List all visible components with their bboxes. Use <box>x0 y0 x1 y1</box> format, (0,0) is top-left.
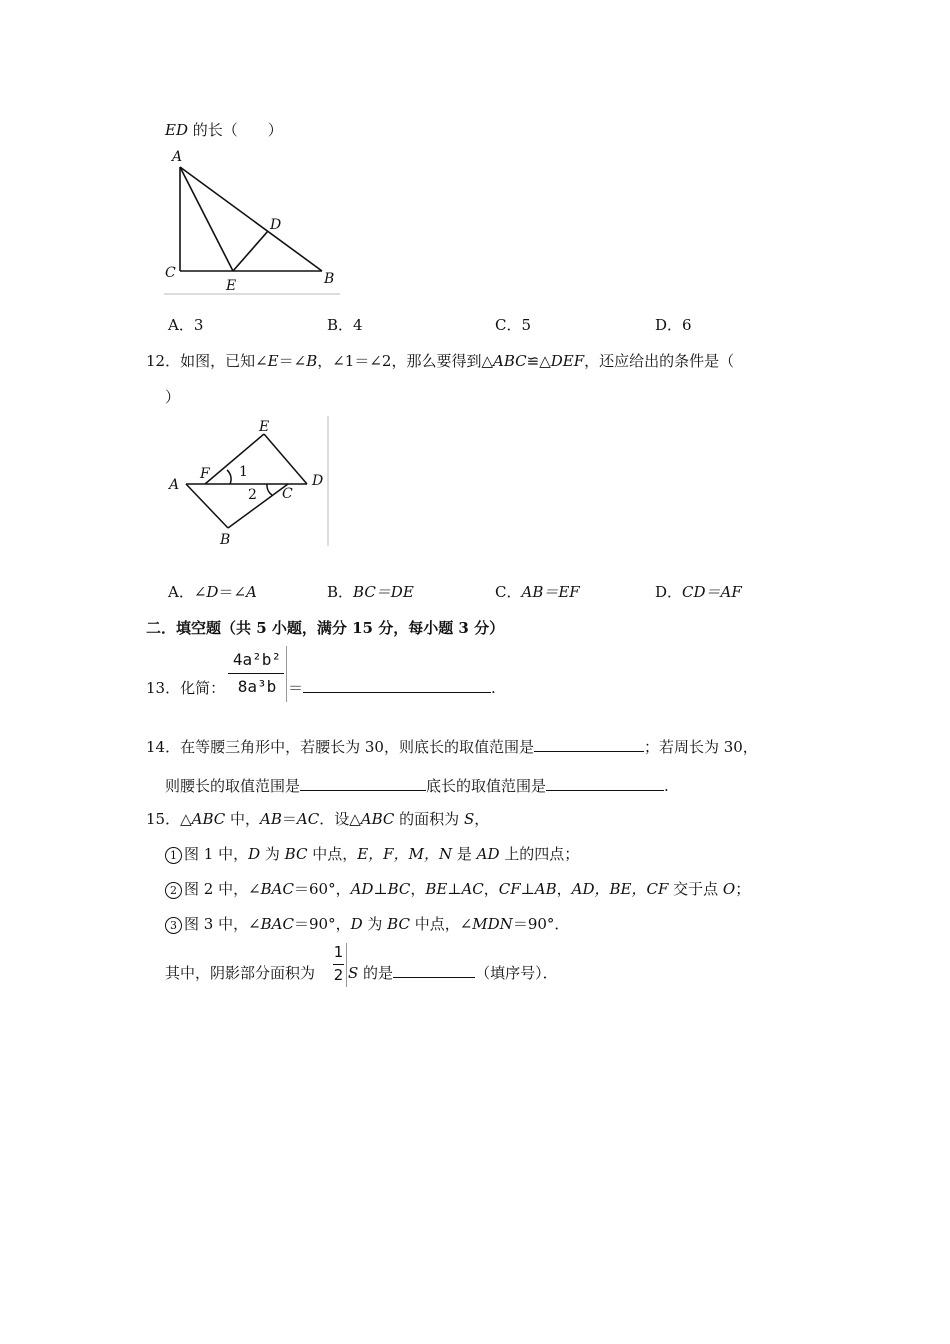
q14-blank-1[interactable] <box>534 737 644 752</box>
q12-option-c[interactable] <box>495 581 580 602</box>
q15-last-line-b <box>348 962 558 983</box>
q15-i3-d: 中点，∠ <box>409 915 473 933</box>
q11-option-c[interactable]: C．5 <box>495 316 532 334</box>
q15-i1-bc: BC <box>284 845 308 863</box>
q14-line-1 <box>146 736 758 757</box>
q13-denominator: 8a³b <box>237 677 277 696</box>
q11-var-ed: ED <box>165 121 188 139</box>
q12-option-a[interactable] <box>168 581 257 602</box>
q12-stem-cong: ≌△ <box>526 352 551 370</box>
q14-line-2 <box>165 775 669 796</box>
q11-option-a[interactable]: A．3 <box>168 316 204 334</box>
q15-i1-e: 上的四点； <box>499 845 580 863</box>
q11-label-a: A <box>172 149 183 165</box>
q14-line1-b: ；若周长为 30， <box>643 738 758 756</box>
q12-stem-b: ，∠1＝∠2，那么要得到△ <box>317 352 493 370</box>
q15-i2-bc: BC <box>387 880 411 898</box>
q13-fraction-bar <box>228 673 284 674</box>
q12-opt-a-a: A <box>246 583 257 601</box>
q13-fraction <box>226 646 287 702</box>
q15-l1-c: ．设△ <box>319 810 361 828</box>
q12-label-2: 2 <box>248 487 257 503</box>
q15-l1-ac: AC <box>296 810 320 828</box>
q11-option-d[interactable]: D．6 <box>655 316 692 334</box>
q15-circle-2: 2 <box>165 882 182 899</box>
q15-l1-abc2: ABC <box>360 810 395 828</box>
q15-i1-points: E，F，M，N <box>357 845 453 863</box>
q15-i1-ad: AD <box>476 845 500 863</box>
q15-number: 15． <box>146 810 181 828</box>
q15-i2-list: AD，BE，CF <box>571 880 669 898</box>
q15-frac-num: 1 <box>333 943 344 961</box>
q11-stem-text: 的长（ ） <box>187 121 283 139</box>
q15-l1-eq: ＝ <box>281 810 297 828</box>
q15-i2-g: ⊥ <box>520 880 535 898</box>
q15-i1-a: 图 1 中， <box>184 845 249 863</box>
q15-l1-s: S <box>463 810 475 828</box>
q11-option-b[interactable]: B．4 <box>327 316 363 334</box>
q13-label: 13．化简： <box>146 679 226 697</box>
q11-figure <box>160 145 345 297</box>
q12-stem-e: E <box>267 352 279 370</box>
q15-i2-ab: AB <box>534 880 557 898</box>
q15-i2-cf: CF <box>498 880 521 898</box>
q12-label-f: F <box>200 466 210 482</box>
q13-end: . <box>491 679 496 697</box>
q15-i1-b: 为 <box>260 845 285 863</box>
q15-circle-1: 1 <box>165 847 182 864</box>
q11-label-c: C <box>165 265 176 281</box>
q15-i3-bc: BC <box>387 915 410 933</box>
q15-i2-f: ， <box>483 880 499 898</box>
q15-i3-e: ＝90°． <box>512 915 570 933</box>
q13-answer-line <box>288 677 496 698</box>
q15-i2-a: 图 2 中，∠ <box>184 880 261 898</box>
q15-fraction <box>332 943 347 987</box>
q11-label-e: E <box>226 278 237 294</box>
q14-line2-a: 则腰长的取值范围是 <box>165 777 301 795</box>
q12-label-d: D <box>312 473 324 489</box>
q15-i1-d-var: D <box>248 845 261 863</box>
q11-label-b: B <box>324 271 335 287</box>
q15-last-b: 的是 <box>358 964 394 982</box>
q15-l1-abc: ABC <box>191 810 226 828</box>
q15-i3-bac: BAC <box>260 915 294 933</box>
q12-opt-c-prefix: C． <box>495 583 522 601</box>
q15-last-c: （填序号）． <box>475 964 558 982</box>
q15-i2-d: ， <box>410 880 426 898</box>
q12-label-e: E <box>259 419 270 435</box>
q15-frac-den: 2 <box>333 966 344 984</box>
q13-eq: ＝ <box>288 679 304 697</box>
q15-i3-a: 图 3 中，∠ <box>184 915 261 933</box>
q15-item-3 <box>165 913 569 934</box>
q12-option-d[interactable] <box>655 581 742 602</box>
q15-l1-d: 的面积为 <box>394 810 464 828</box>
q14-line2-b: 底长的取值范围是 <box>426 777 547 795</box>
q15-i2-i: 交于点 <box>668 880 723 898</box>
q12-stem-c: ，还应给出的条件是（ <box>584 352 735 370</box>
q15-l1-b: 中， <box>225 810 261 828</box>
q12-label-c: C <box>282 486 293 502</box>
q15-i2-j: ； <box>735 880 751 898</box>
q14-line2-end: . <box>664 777 669 795</box>
q15-i3-c: 为 <box>362 915 388 933</box>
q15-i2-h: ， <box>556 880 572 898</box>
q15-item-1 <box>165 843 579 864</box>
q15-l1-ab: AB <box>260 810 282 828</box>
q15-i1-d: 是 <box>452 845 477 863</box>
q11-stem-tail <box>165 119 283 140</box>
q12-stem-b-var: B <box>306 352 318 370</box>
q15-i2-e: ⊥ <box>447 880 462 898</box>
q12-opt-a-eq: ＝∠ <box>218 583 247 601</box>
q14-blank-2[interactable] <box>300 776 426 791</box>
q15-last-s: S <box>348 964 359 982</box>
q12-opt-d-prefix: D． <box>655 583 683 601</box>
q12-label-1: 1 <box>239 464 248 480</box>
q12-opt-a-d: D <box>206 583 219 601</box>
q15-last-line-a: 其中，阴影部分面积为 <box>165 964 316 982</box>
q12-opt-b-prefix: B． <box>327 583 354 601</box>
q15-i2-b: ＝60°， <box>294 880 351 898</box>
q12-label-b: B <box>220 532 231 548</box>
q13-numerator: 4a²b² <box>232 650 282 669</box>
q12-stem-def: DEF <box>550 352 585 370</box>
q15-item-2 <box>165 878 750 899</box>
q12-stem-close: ） <box>165 388 181 406</box>
q15-circle-3: 3 <box>165 917 182 934</box>
q13-blank[interactable] <box>303 678 491 693</box>
q12-opt-c-expr: AB＝EF <box>521 583 580 601</box>
q12-figure <box>160 412 335 552</box>
q12-number: 12． <box>146 352 181 370</box>
q12-stem-eq1: ＝∠ <box>278 352 307 370</box>
q15-i2-bac: BAC <box>260 880 294 898</box>
q15-i2-o: O <box>722 880 736 898</box>
q12-stem <box>146 350 734 371</box>
q14-line1-a: 14．在等腰三角形中，若腰长为 30，则底长的取值范围是 <box>146 738 534 756</box>
q15-i2-be: BE <box>425 880 448 898</box>
q12-opt-d-expr: CD＝AF <box>682 583 742 601</box>
q15-stem <box>146 808 489 829</box>
q15-l1-a: △ <box>180 810 192 828</box>
q14-blank-3[interactable] <box>546 776 664 791</box>
q12-stem-abc: ABC <box>493 352 527 370</box>
q15-i3-mdn: MDN <box>472 915 513 933</box>
q12-option-b[interactable] <box>327 581 414 602</box>
q15-i2-c: ⊥ <box>373 880 388 898</box>
q12-stem-a: 如图，已知∠ <box>180 352 268 370</box>
q15-blank[interactable] <box>393 963 475 978</box>
q15-frac-bar <box>333 964 344 965</box>
q15-i2-ac: AC <box>461 880 484 898</box>
q12-opt-b-expr: BC＝DE <box>353 583 414 601</box>
section-2-title: 二．填空题（共 5 小题，满分 15 分，每小题 3 分） <box>146 619 505 637</box>
q15-i1-c: 中点， <box>307 845 358 863</box>
q15-i3-d-var: D <box>350 915 363 933</box>
q15-i2-ad: AD <box>350 880 374 898</box>
q11-label-d: D <box>270 217 282 233</box>
q15-i3-b: ＝90°， <box>294 915 351 933</box>
q12-label-a: A <box>169 477 180 493</box>
q12-opt-a-prefix: A．∠ <box>168 583 207 601</box>
q15-l1-e: ， <box>474 810 490 828</box>
